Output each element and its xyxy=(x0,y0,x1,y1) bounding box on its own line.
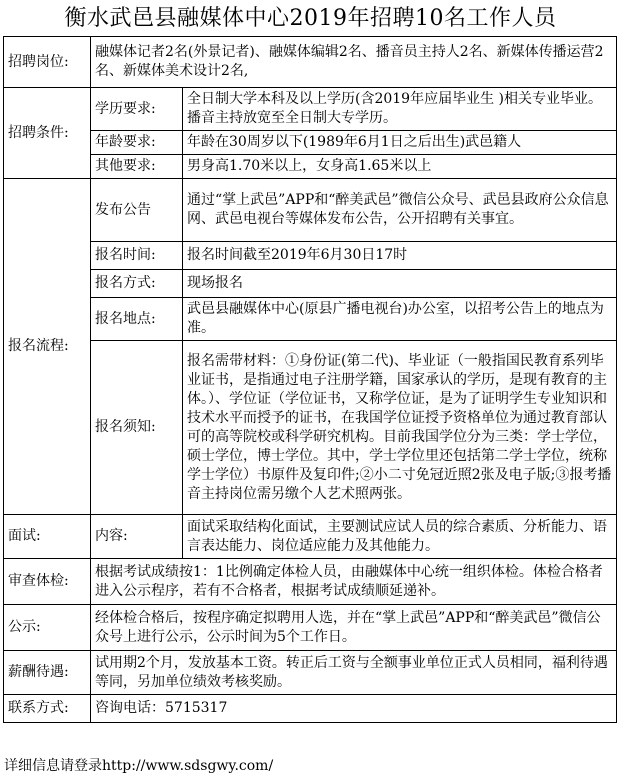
row-publicity xyxy=(4,605,617,651)
row-location xyxy=(4,298,617,341)
label-method: 报名方式: xyxy=(91,270,183,298)
footer-link-text: 详细信息请登录http://www.sdsgwy.com/ xyxy=(4,758,274,774)
row-other xyxy=(4,155,617,179)
other-content: 男身高1.70米以上，女身高1.65米以上 xyxy=(183,155,617,179)
education-content: 全日制大学本科及以上学历(含2019年应届毕业生 )相关专业毕业。播音主持放宽至全日制大专学历。 xyxy=(183,88,617,131)
label-age: 年龄要求: xyxy=(91,131,183,155)
positions-content: 融媒体记者2名(外景记者)、融媒体编辑2名、播音员主持人2名、新媒体传播运营2名、新媒体美术设计2名, xyxy=(91,37,617,88)
row-announcement xyxy=(4,179,617,242)
label-positions: 招聘岗位: xyxy=(4,37,91,88)
notice-content: 报名需带材料：①身份证(第二代)、毕业证（一般指国民教育系列毕业证书，是指通过电子注册学籍，国家承认的学历，是现有教育的主体。）、学位证（学位证书，又称学位证，是为了证明学生专业知识和技术水平而授予的证书，在我国学位证授予资格单位为通过教育部认可的高等院校或科学研究机构。目前我国学位分为三类：学士学位，硕士学位，博士学位。其中，学士学位里还包括第二学士学位，统称学士学位）书原件及复印件;②小二寸免冠近照2张及电子版;③报考播音主持岗位需另缴个人艺术照两张。 xyxy=(183,341,617,515)
row-age xyxy=(4,131,617,155)
interview-content: 面试采取结构化面试，主要测试应试人员的综合素质、分析能力、语言表达能力、岗位适应能力及其他能力。 xyxy=(183,515,617,559)
label-salary: 薪酬待遇: xyxy=(4,651,91,695)
row-contact xyxy=(4,695,617,723)
row-positions xyxy=(4,37,617,88)
publicity-content: 经体检合格后，按程序确定拟聘用人选，并在“掌上武邑”APP和“醉美武邑”微信公众号上进行公示，公示时间为5个工作日。 xyxy=(91,605,617,651)
exam-content: 根据考试成绩按1：1比例确定体检人员，由融媒体中心统一组织体检。体检合格者进入公示程序，若有不合格者，根据考试成绩顺延递补。 xyxy=(91,559,617,605)
label-location: 报名地点: xyxy=(91,298,183,341)
row-notice xyxy=(4,341,617,515)
time-content: 报名时间截至2019年6月30日17时 xyxy=(183,242,617,270)
contact-content: 咨询电话：5715317 xyxy=(91,695,617,723)
row-time xyxy=(4,242,617,270)
row-method xyxy=(4,270,617,298)
row-salary xyxy=(4,651,617,695)
label-time: 报名时间: xyxy=(91,242,183,270)
page-title: 衡水武邑县融媒体中心2019年招聘10名工作人员 xyxy=(64,6,557,31)
method-content: 现场报名 xyxy=(183,270,617,298)
row-exam xyxy=(4,559,617,605)
label-interview-content: 内容: xyxy=(91,515,183,559)
salary-content: 试用期2个月，发放基本工资。转正后工资与全额事业单位正式人员相同，福利待遇等同，另加单位绩效考核奖励。 xyxy=(91,651,617,695)
recruitment-table xyxy=(3,36,617,723)
label-process: 报名流程: xyxy=(4,179,91,515)
label-other: 其他要求: xyxy=(91,155,183,179)
row-education xyxy=(4,88,617,131)
location-content: 武邑县融媒体中心(原县广播电视台)办公室，以招考公告上的地点为准。 xyxy=(183,298,617,341)
announcement-content: 通过“掌上武邑”APP和“醉美武邑”微信公众号、武邑县政府公众信息网、武邑电视台等媒体发布公告，公开招聘有关事宜。 xyxy=(183,179,617,242)
label-publicity: 公示: xyxy=(4,605,91,651)
row-interview xyxy=(4,515,617,559)
label-contact: 联系方式: xyxy=(4,695,91,723)
label-notice: 报名须知: xyxy=(91,341,183,515)
label-conditions: 招聘条件: xyxy=(4,88,91,179)
label-announcement: 发布公告 xyxy=(91,179,183,242)
label-interview: 面试: xyxy=(4,515,91,559)
label-education: 学历要求: xyxy=(91,88,183,131)
label-exam: 审查体检: xyxy=(4,559,91,605)
age-content: 年龄在30周岁以下(1989年6月1日之后出生)武邑籍人 xyxy=(183,131,617,155)
